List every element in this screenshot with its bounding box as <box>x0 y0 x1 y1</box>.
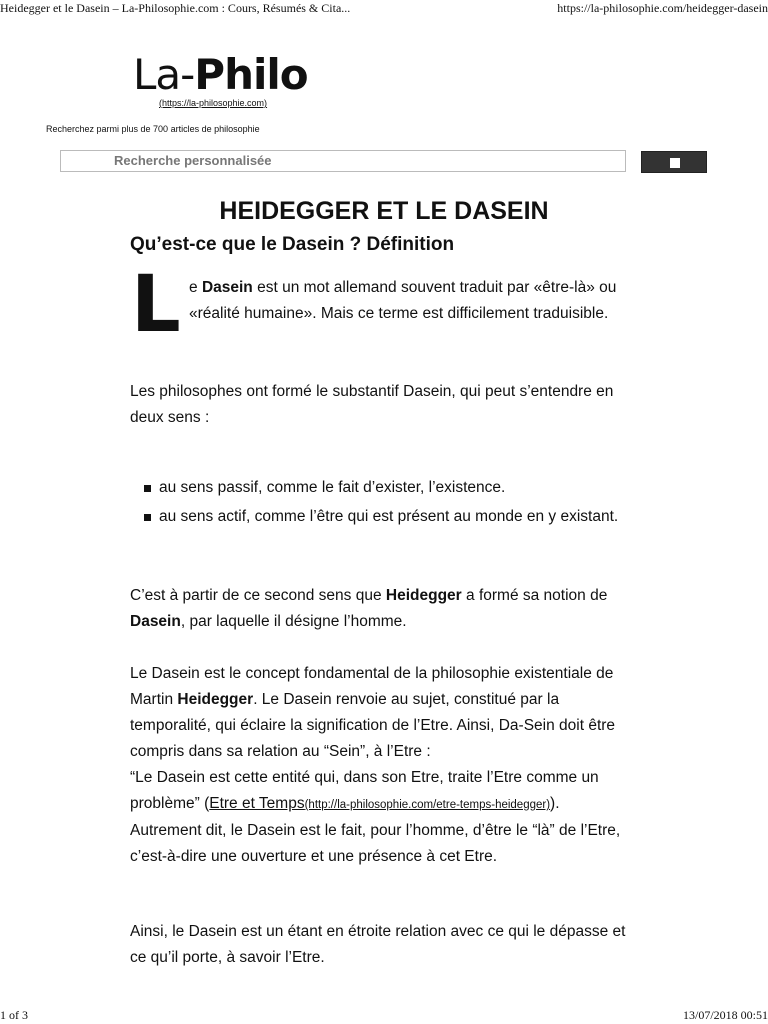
paragraph-two-senses: Les philosophes ont formé le substantif Dasein, qui peut s’entendre en deux sens : <box>130 383 614 426</box>
print-header <box>0 0 768 16</box>
list-item: au sens actif, comme l’être qui est présent au monde en y existant. <box>130 504 630 530</box>
bullet-square-icon <box>144 514 151 521</box>
link-etre-et-temps-url[interactable]: (http://la-philosophie.com/etre-temps-heidegger) <box>304 799 551 811</box>
senses-list <box>130 475 630 533</box>
bullet-square-icon <box>144 485 151 492</box>
paragraph-heidegger-notion: C’est à partir de ce second sens que Heidegger a formé sa notion de Dasein, par laquelle il désigne l’homme. <box>130 587 608 630</box>
print-page-title: Heidegger et le Dasein – La-Philosophie.com : Cours, Résumés & Cita... <box>0 1 351 15</box>
search-button[interactable] <box>641 151 707 173</box>
search-tagline: Recherchez parmi plus de 700 articles de philosophie <box>46 124 260 134</box>
paragraph-concept: Le Dasein est le concept fondamental de la philosophie existentiale de Martin Heidegger. Le Dasein renvoie au sujet, constitué par la temporalité, qui éclaire la signification de l’Etre. Ainsi, Da-Sein doit être compris dans sa relation au “Sein”, à l’Etre : “Le Dasein est cette entité qui, dans son Etre, traite l’Etre comme un problème” (Etre et Temps(http://la-philosophie.com/etre-temps-heidegger)). Autrement dit, le Dasein est le fait, pour l’homme, d’être le “là” de l’Etre, c’est-à-dire une ouverture et une présence à cet Etre. <box>130 665 621 865</box>
paragraph-conclusion: Ainsi, le Dasein est un étant en étroite relation avec ce qui le dépasse et ce qu’il porte, à savoir l’Etre. <box>130 923 626 966</box>
search-icon <box>670 158 680 168</box>
link-etre-et-temps[interactable]: Etre et Temps <box>209 795 305 812</box>
search-input[interactable]: Recherche personnalisée <box>60 150 626 172</box>
print-footer <box>0 1007 768 1023</box>
logo-link-url[interactable]: (https://la-philosophie.com) <box>159 98 268 108</box>
drop-cap: L <box>131 260 181 350</box>
print-page-url: https://la-philosophie.com/heidegger-dasein <box>557 1 768 15</box>
print-page-number: 1 of 3 <box>0 1008 28 1022</box>
print-datetime: 13/07/2018 00:51 <box>682 1008 768 1022</box>
list-item: au sens passif, comme le fait d’exister, l’existence. <box>130 475 630 501</box>
article-subtitle: Qu’est-ce que le Dasein ? Définition <box>130 234 455 255</box>
site-logo[interactable] <box>133 50 308 100</box>
logo-part-la: La- <box>133 50 195 99</box>
logo-part-philo: Philo <box>194 50 308 99</box>
paragraph-intro: e Dasein est un mot allemand souvent traduit par «être-là» ou «réalité humaine». Mais ce terme est difficilement traduisible. <box>189 279 617 322</box>
article-title: HEIDEGGER ET LE DASEIN <box>219 197 549 225</box>
